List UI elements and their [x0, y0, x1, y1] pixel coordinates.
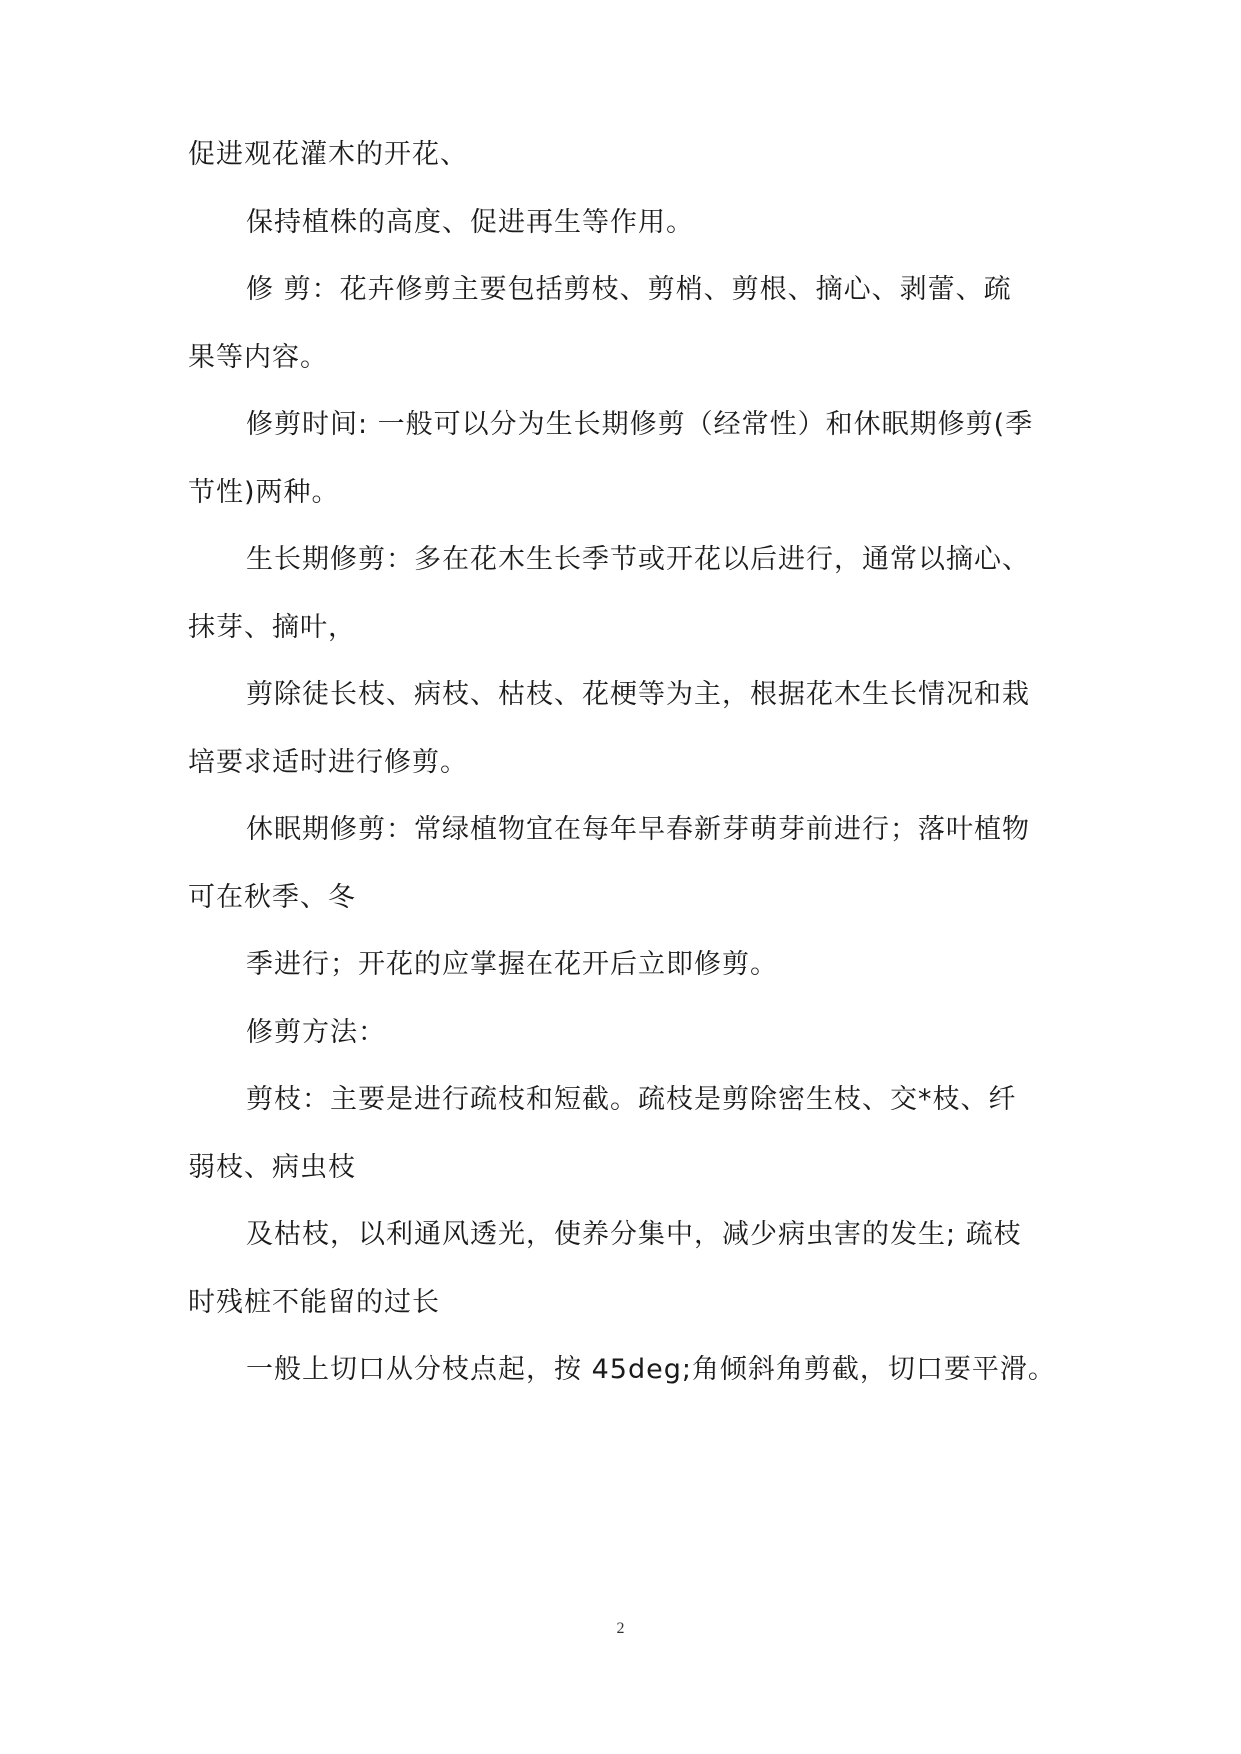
text-line: 弱枝、病虫枝 [188, 1152, 356, 1183]
text-line: 促进观花灌木的开花、 [188, 139, 468, 170]
text-line: 季进行；开花的应掌握在花开后立即修剪。 [246, 949, 778, 980]
text-line: 抹芽、摘叶， [188, 612, 356, 643]
text-line: 剪除徒长枝、病枝、枯枝、花梗等为主，根据花木生长情况和栽 [246, 679, 1030, 710]
text-line: 一般上切口从分枝点起，按 45deg;角倾斜角剪截，切口要平滑。 [246, 1354, 1056, 1385]
text-line: 培要求适时进行修剪。 [188, 747, 468, 778]
page-number: 2 [616, 1620, 625, 1637]
text-line: 修剪时间: 一般可以分为生长期修剪（经常性）和休眠期修剪(季 [246, 409, 1034, 440]
text-line: 时残桩不能留的过长 [188, 1287, 440, 1318]
text-line: 修剪方法： [246, 1017, 386, 1048]
text-line: 及枯枝，以利通风透光，使养分集中，减少病虫害的发生; 疏枝 [246, 1219, 1022, 1250]
text-line: 可在秋季、冬 [188, 882, 356, 913]
text-line: 节性)两种。 [188, 477, 340, 508]
text-line: 保持植株的高度、促进再生等作用。 [246, 207, 694, 238]
text-line: 剪枝：主要是进行疏枝和短截。疏枝是剪除密生枝、交*枝、纤 [246, 1084, 1017, 1115]
text-line: 生长期修剪：多在花木生长季节或开花以后进行，通常以摘心、 [246, 544, 1030, 575]
text-line: 修 剪：花卉修剪主要包括剪枝、剪梢、剪根、摘心、剥蕾、疏 [246, 274, 1012, 305]
text-line: 果等内容。 [188, 342, 328, 373]
text-line: 休眠期修剪：常绿植物宜在每年早春新芽萌芽前进行；落叶植物 [246, 814, 1030, 845]
